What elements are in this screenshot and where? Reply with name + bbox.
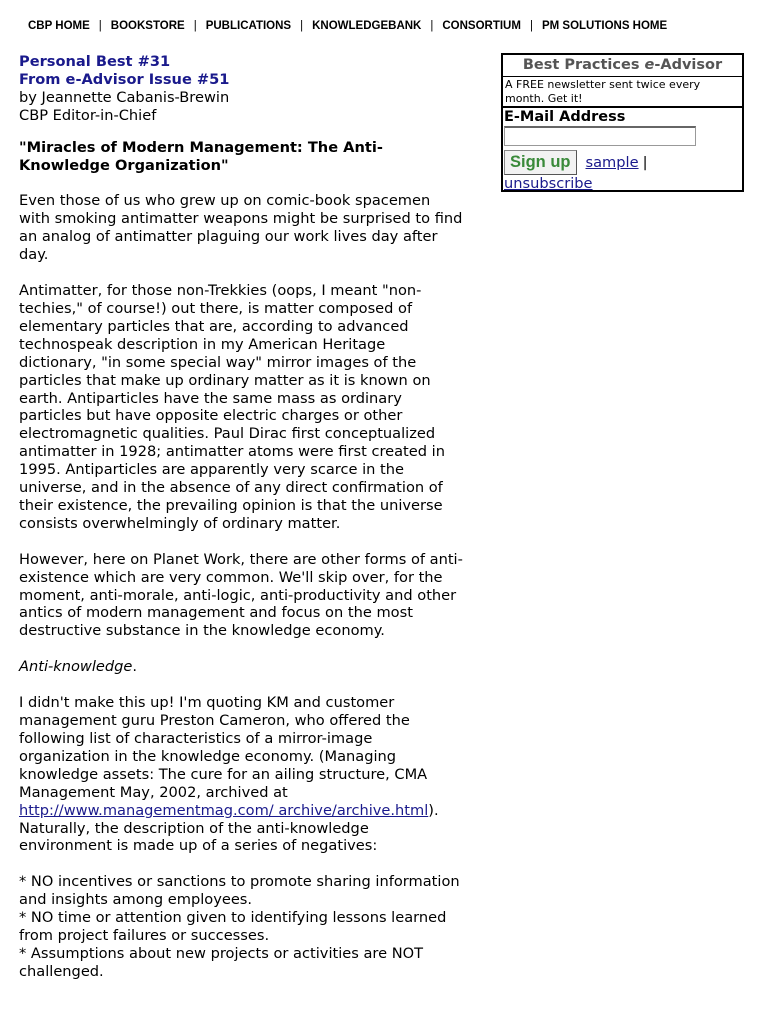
nav-separator: |	[193, 20, 197, 32]
newsletter-title-text: -Advisor	[654, 57, 723, 73]
nav-separator: |	[430, 20, 434, 32]
nav-bookstore[interactable]: BOOKSTORE	[110, 20, 185, 32]
nav-knowledgebank[interactable]: KNOWLEDGEBANK	[312, 20, 422, 32]
characteristics-list	[19, 873, 464, 980]
email-field[interactable]	[504, 126, 696, 146]
article-paragraph	[19, 658, 464, 676]
article-headline: "Miracles of Modern Management: The Anti-Knowledge Organization"	[19, 138, 383, 174]
email-field-label: E-Mail Address	[504, 109, 626, 125]
article-header	[19, 53, 464, 125]
nav-separator: |	[300, 20, 304, 32]
link-separator: |	[642, 154, 648, 171]
sample-link[interactable]: sample	[585, 154, 639, 171]
article-paragraph: However, here on Planet Work, there are other forms of anti-existence which are very common. We'll skip over, for the moment, anti-morale, anti-logic, anti-productivity and other antics of modern management and focus on the most destructive substance in the knowledge economy.	[19, 550, 463, 640]
nav-consortium[interactable]: CONSORTIUM	[442, 20, 521, 32]
top-navigation	[28, 18, 667, 34]
nav-separator: |	[98, 20, 102, 32]
list-item: * NO incentives or sanctions to promote sharing information and insights among employees.	[19, 873, 460, 909]
newsletter-title-text: Best Practices	[522, 57, 645, 73]
article-paragraph	[19, 694, 464, 855]
anti-knowledge-term: Anti-knowledge	[19, 658, 133, 676]
newsletter-signup-box	[501, 53, 744, 192]
article-author-role: CBP Editor-in-Chief	[19, 106, 157, 124]
paragraph-text: ). Naturally, the description of the anti-knowledge environment is made up of a series of negatives:	[19, 801, 439, 855]
article-paragraph: Antimatter, for those non-Trekkies (oops, I meant "non-techies," of course!) out there, is matter composed of elementary particles that are, according to advanced technospeak description in my American Heritage dictionary, "in some special way" mirror images of the particles that make up ordinary matter as it is known on earth. Antiparticles have the same mass as ordinary particles but have opposite electric charges or other electromagnetic qualities. Paul Dirac first conceptualized antimatter in 1928; antimatter atoms were first created in 1995. Antiparticles are apparently very scarce in the universe, and in the absence of any direct confirmation of their existence, the prevailing opinion is that the universe consists overwhelmingly of ordinary matter.	[19, 282, 445, 532]
article-issue: From e-Advisor Issue #51	[19, 70, 230, 88]
list-item: * Assumptions about new projects or activities are NOT challenged.	[19, 944, 424, 980]
newsletter-description: A FREE newsletter sent twice every month. Get it!	[503, 77, 742, 108]
list-item: * NO time or attention given to identifying lessons learned from project failures or successes.	[19, 909, 447, 945]
period: .	[132, 658, 138, 676]
nav-separator: |	[529, 20, 533, 32]
article-paragraph: Even those of us who grew up on comic-book spacemen with smoking antimatter weapons might be surprised to find an analog of antimatter plaguing our work lives day after day.	[19, 192, 463, 264]
article-byline: by Jeannette Cabanis-Brewin	[19, 88, 230, 106]
management-mag-archive-link[interactable]: http://www.managementmag.com/ archive/archive.html	[19, 801, 429, 819]
article-series: Personal Best #31	[19, 53, 171, 70]
paragraph-text: I didn't make this up! I'm quoting KM and customer management guru Preston Cameron, who offered the following list of characteristics of a mirror-image organization in the knowledge economy. (Managing knowledge assets: The cure for an ailing structure, CMA Management May, 2002, archived at	[19, 694, 428, 801]
unsubscribe-link[interactable]: unsubscribe	[504, 175, 593, 192]
nav-publications[interactable]: PUBLICATIONS	[205, 20, 292, 32]
article	[19, 53, 464, 981]
newsletter-actions	[503, 150, 742, 175]
newsletter-title-e: e	[644, 57, 655, 73]
unsubscribe-row	[503, 175, 742, 193]
newsletter-title	[503, 55, 742, 77]
sign-up-button[interactable]: Sign up	[504, 150, 577, 175]
nav-pm-solutions-home[interactable]: PM SOLUTIONS HOME	[541, 20, 668, 32]
nav-cbp-home[interactable]: CBP HOME	[28, 20, 90, 32]
